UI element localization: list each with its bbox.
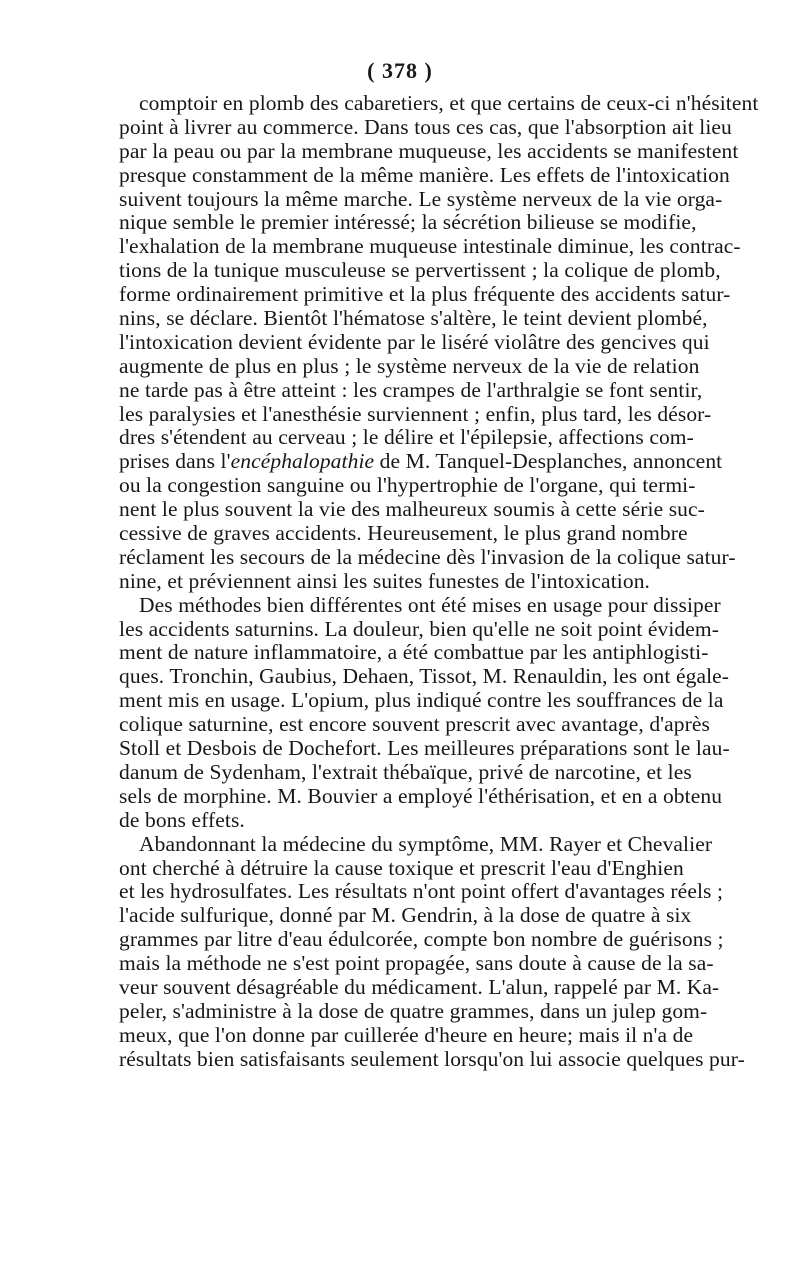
text-line: de bons effets. <box>119 807 245 832</box>
text-line <box>119 449 723 474</box>
text-line: ne tarde pas à être atteint : les crampes de l'arthralgie se font sentir, <box>119 377 703 402</box>
text-line: grammes par litre d'eau édulcorée, compte bon nombre de guérisons ; <box>119 927 724 952</box>
italic-term: encéphalopathie <box>230 449 375 474</box>
text-line: résultats bien satisfaisants seulement lorsqu'on lui associe quelques pur- <box>119 1046 745 1071</box>
text-line: ou la congestion sanguine ou l'hypertrophie de l'organe, qui termi- <box>119 473 696 498</box>
text-line: peler, s'administre à la dose de quatre grammes, dans un julep gom- <box>119 998 708 1023</box>
text-segment: prises dans l' <box>119 449 231 474</box>
text-line: nent le plus souvent la vie des malheureux soumis à cette série suc- <box>119 497 705 522</box>
text-line: les accidents saturnins. La douleur, bien qu'elle ne soit point évidem- <box>119 616 720 641</box>
text-line: meux, que l'on donne par cuillerée d'heure en heure; mais il n'a de <box>119 1022 694 1047</box>
text-line: nins, se déclare. Bientôt l'hématose s'altère, le teint devient plombé, <box>119 306 708 331</box>
text-line: point à livrer au commerce. Dans tous ces cas, que l'absorption ait lieu <box>119 114 732 139</box>
text-line: dres s'étendent au cerveau ; le délire et l'épilepsie, affections com- <box>119 425 694 450</box>
text-line: ont cherché à détruire la cause toxique et prescrit l'eau d'Enghien <box>119 855 684 880</box>
paragraph-3 <box>119 831 745 1072</box>
text-line: cessive de graves accidents. Heureusement, le plus grand nombre <box>119 521 688 546</box>
text-line: mais la méthode ne s'est point propagée, sans doute à cause de la sa- <box>119 951 714 976</box>
text-line: suivent toujours la même marche. Le système nerveux de la vie orga- <box>119 186 723 211</box>
text-line: presque constamment de la même manière. Les effets de l'intoxication <box>119 162 730 187</box>
text-line: augmente de plus en plus ; le système nerveux de la vie de relation <box>119 353 700 378</box>
text-line: Stoll et Desbois de Dochefort. Les meilleures préparations sont le lau- <box>119 736 730 761</box>
text-line: veur souvent désagréable du médicament. L'alun, rappelé par M. Ka- <box>119 974 720 999</box>
body-text <box>119 91 759 1072</box>
text-line: Des méthodes bien différentes ont été mises en usage pour dissiper <box>139 592 721 617</box>
text-line: tions de la tunique musculeuse se pervertissent ; la colique de plomb, <box>119 258 721 283</box>
text-line: Abandonnant la médecine du symptôme, MM. Rayer et Chevalier <box>139 831 713 856</box>
text-line: ment mis en usage. L'opium, plus indiqué contre les souffrances de la <box>119 688 724 713</box>
paragraph-1 <box>119 91 759 594</box>
text-line: par la peau ou par la membrane muqueuse, les accidents se manifestent <box>119 138 739 163</box>
text-line: l'intoxication devient évidente par le liséré violâtre des gencives qui <box>119 329 710 354</box>
text-line: sels de morphine. M. Bouvier a employé l'éthérisation, et en a obtenu <box>119 783 723 808</box>
text-line: comptoir en plomb des cabaretiers, et que certains de ceux-ci n'hésitent <box>139 91 759 115</box>
text-line: nique semble le premier intéressé; la sécrétion bilieuse se modifie, <box>119 210 697 235</box>
paragraph-2 <box>119 592 730 833</box>
text-line: et les hydrosulfates. Les résultats n'ont point offert d'avantages réels ; <box>119 879 724 904</box>
text-line: nine, et préviennent ainsi les suites funestes de l'intoxication. <box>119 568 651 593</box>
text-line: ment de nature inflammatoire, a été combattue par les antiphlogisti- <box>119 640 709 665</box>
text-line: réclament les secours de la médecine dès l'invasion de la colique satur- <box>119 544 736 569</box>
text-line: danum de Sydenham, l'extrait thébaïque, privé de narcotine, et les <box>119 759 692 784</box>
text-line: l'acide sulfurique, donné par M. Gendrin, à la dose de quatre à six <box>119 903 692 928</box>
text-segment: de M. Tanquel-Desplanches, annoncent <box>374 449 723 474</box>
text-line: colique saturnine, est encore souvent prescrit avec avantage, d'après <box>119 712 711 737</box>
text-line: forme ordinairement primitive et la plus fréquente des accidents satur- <box>119 282 731 307</box>
text-line: ques. Tronchin, Gaubius, Dehaen, Tissot, M. Renauldin, les ont égale- <box>119 664 730 689</box>
page-number: ( 378 ) <box>367 58 433 83</box>
text-line: l'exhalation de la membrane muqueuse intestinale diminue, les contrac- <box>119 234 741 259</box>
text-line: les paralysies et l'anesthésie surviennent ; enfin, plus tard, les désor- <box>119 401 712 426</box>
